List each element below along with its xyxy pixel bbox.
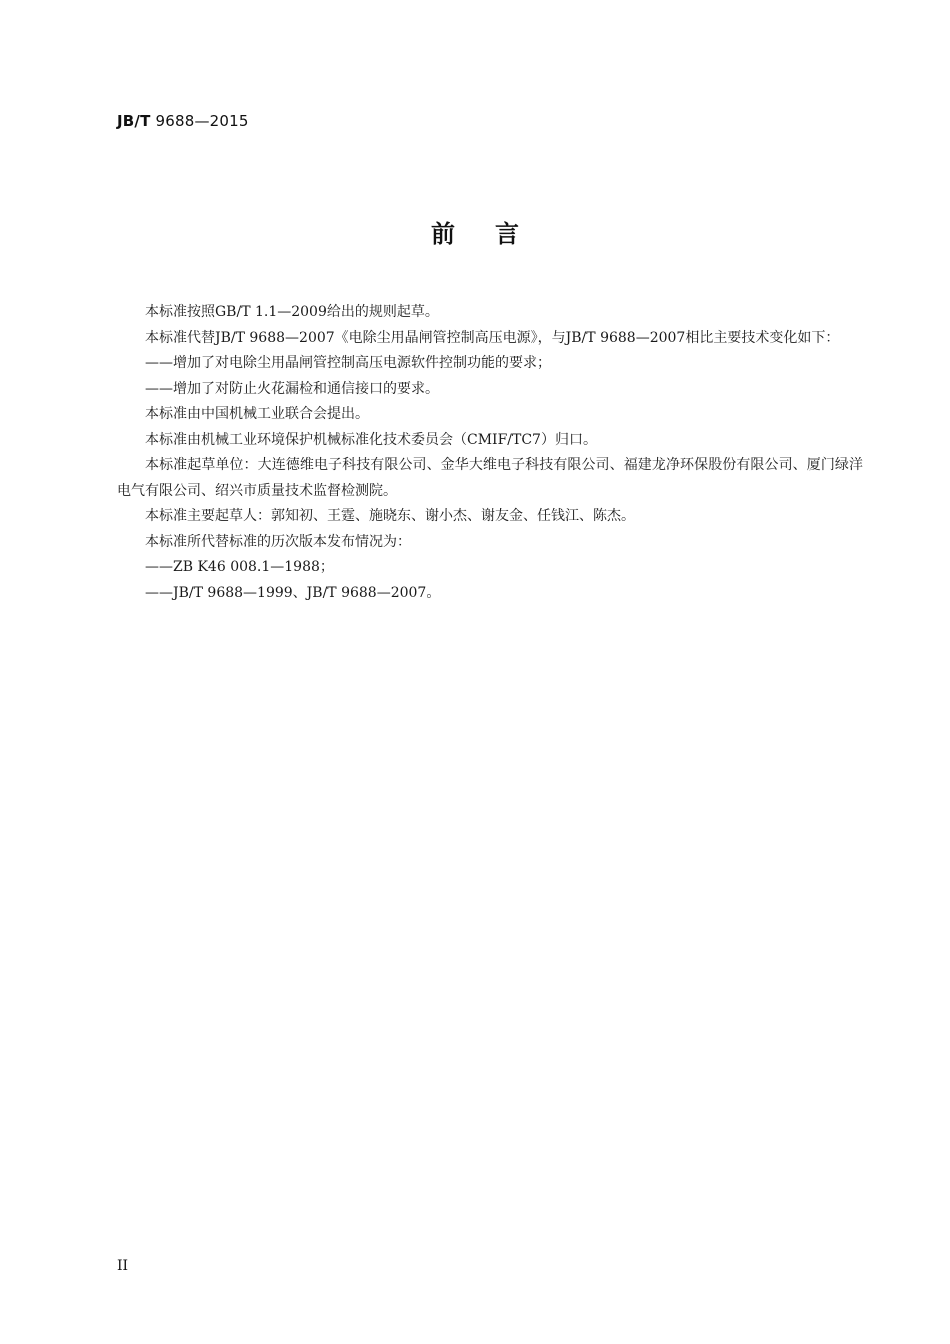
paragraph-proposer: 本标准由中国机械工业联合会提出。 [145, 406, 369, 422]
paragraph-replacement: 本标准代替JB/T 9688—2007《电除尘用晶闸管控制高压电源》，与JB/T 9688—2007相比主要技术变化如下： [145, 329, 840, 346]
page-number: II [117, 1258, 129, 1274]
paragraph-committee: 本标准由机械工业环境保护机械标准化技术委员会（CMIF/TC7）归口。 [145, 431, 597, 448]
paragraph-drafting-rules: 本标准按照GB/T 1.1—2009给出的规则起草。 [145, 304, 439, 320]
paragraph-drafters: 本标准主要起草人：郭知初、王霆、施晓东、谢小杰、谢友金、任钱江、陈杰。 [145, 508, 635, 524]
page-title: 前言 [431, 220, 559, 248]
list-item-change-2: ——增加了对防止火花漏检和通信接口的要求。 [145, 380, 439, 397]
document-code-number: 9688—2015 [150, 112, 249, 130]
paragraph-history-intro: 本标准所代替标准的历次版本发布情况为： [145, 533, 411, 550]
foreword-body [117, 300, 863, 606]
document-code-prefix: JB/T [117, 112, 151, 130]
paragraph-drafting-units: 本标准起草单位：大连德维电子科技有限公司、金华大维电子科技有限公司、福建龙净环保股份有限公司、厦门绿洋电气有限公司、绍兴市质量技术监督检测院。 [117, 457, 863, 499]
list-item-change-1: ——增加了对电除尘用晶闸管控制高压电源软件控制功能的要求； [145, 355, 551, 371]
list-item-history-2: ——JB/T 9688—1999、JB/T 9688—2007。 [145, 584, 441, 601]
list-item-history-1: ——ZB K46 008.1—1988； [145, 559, 334, 575]
document-code [117, 112, 249, 130]
